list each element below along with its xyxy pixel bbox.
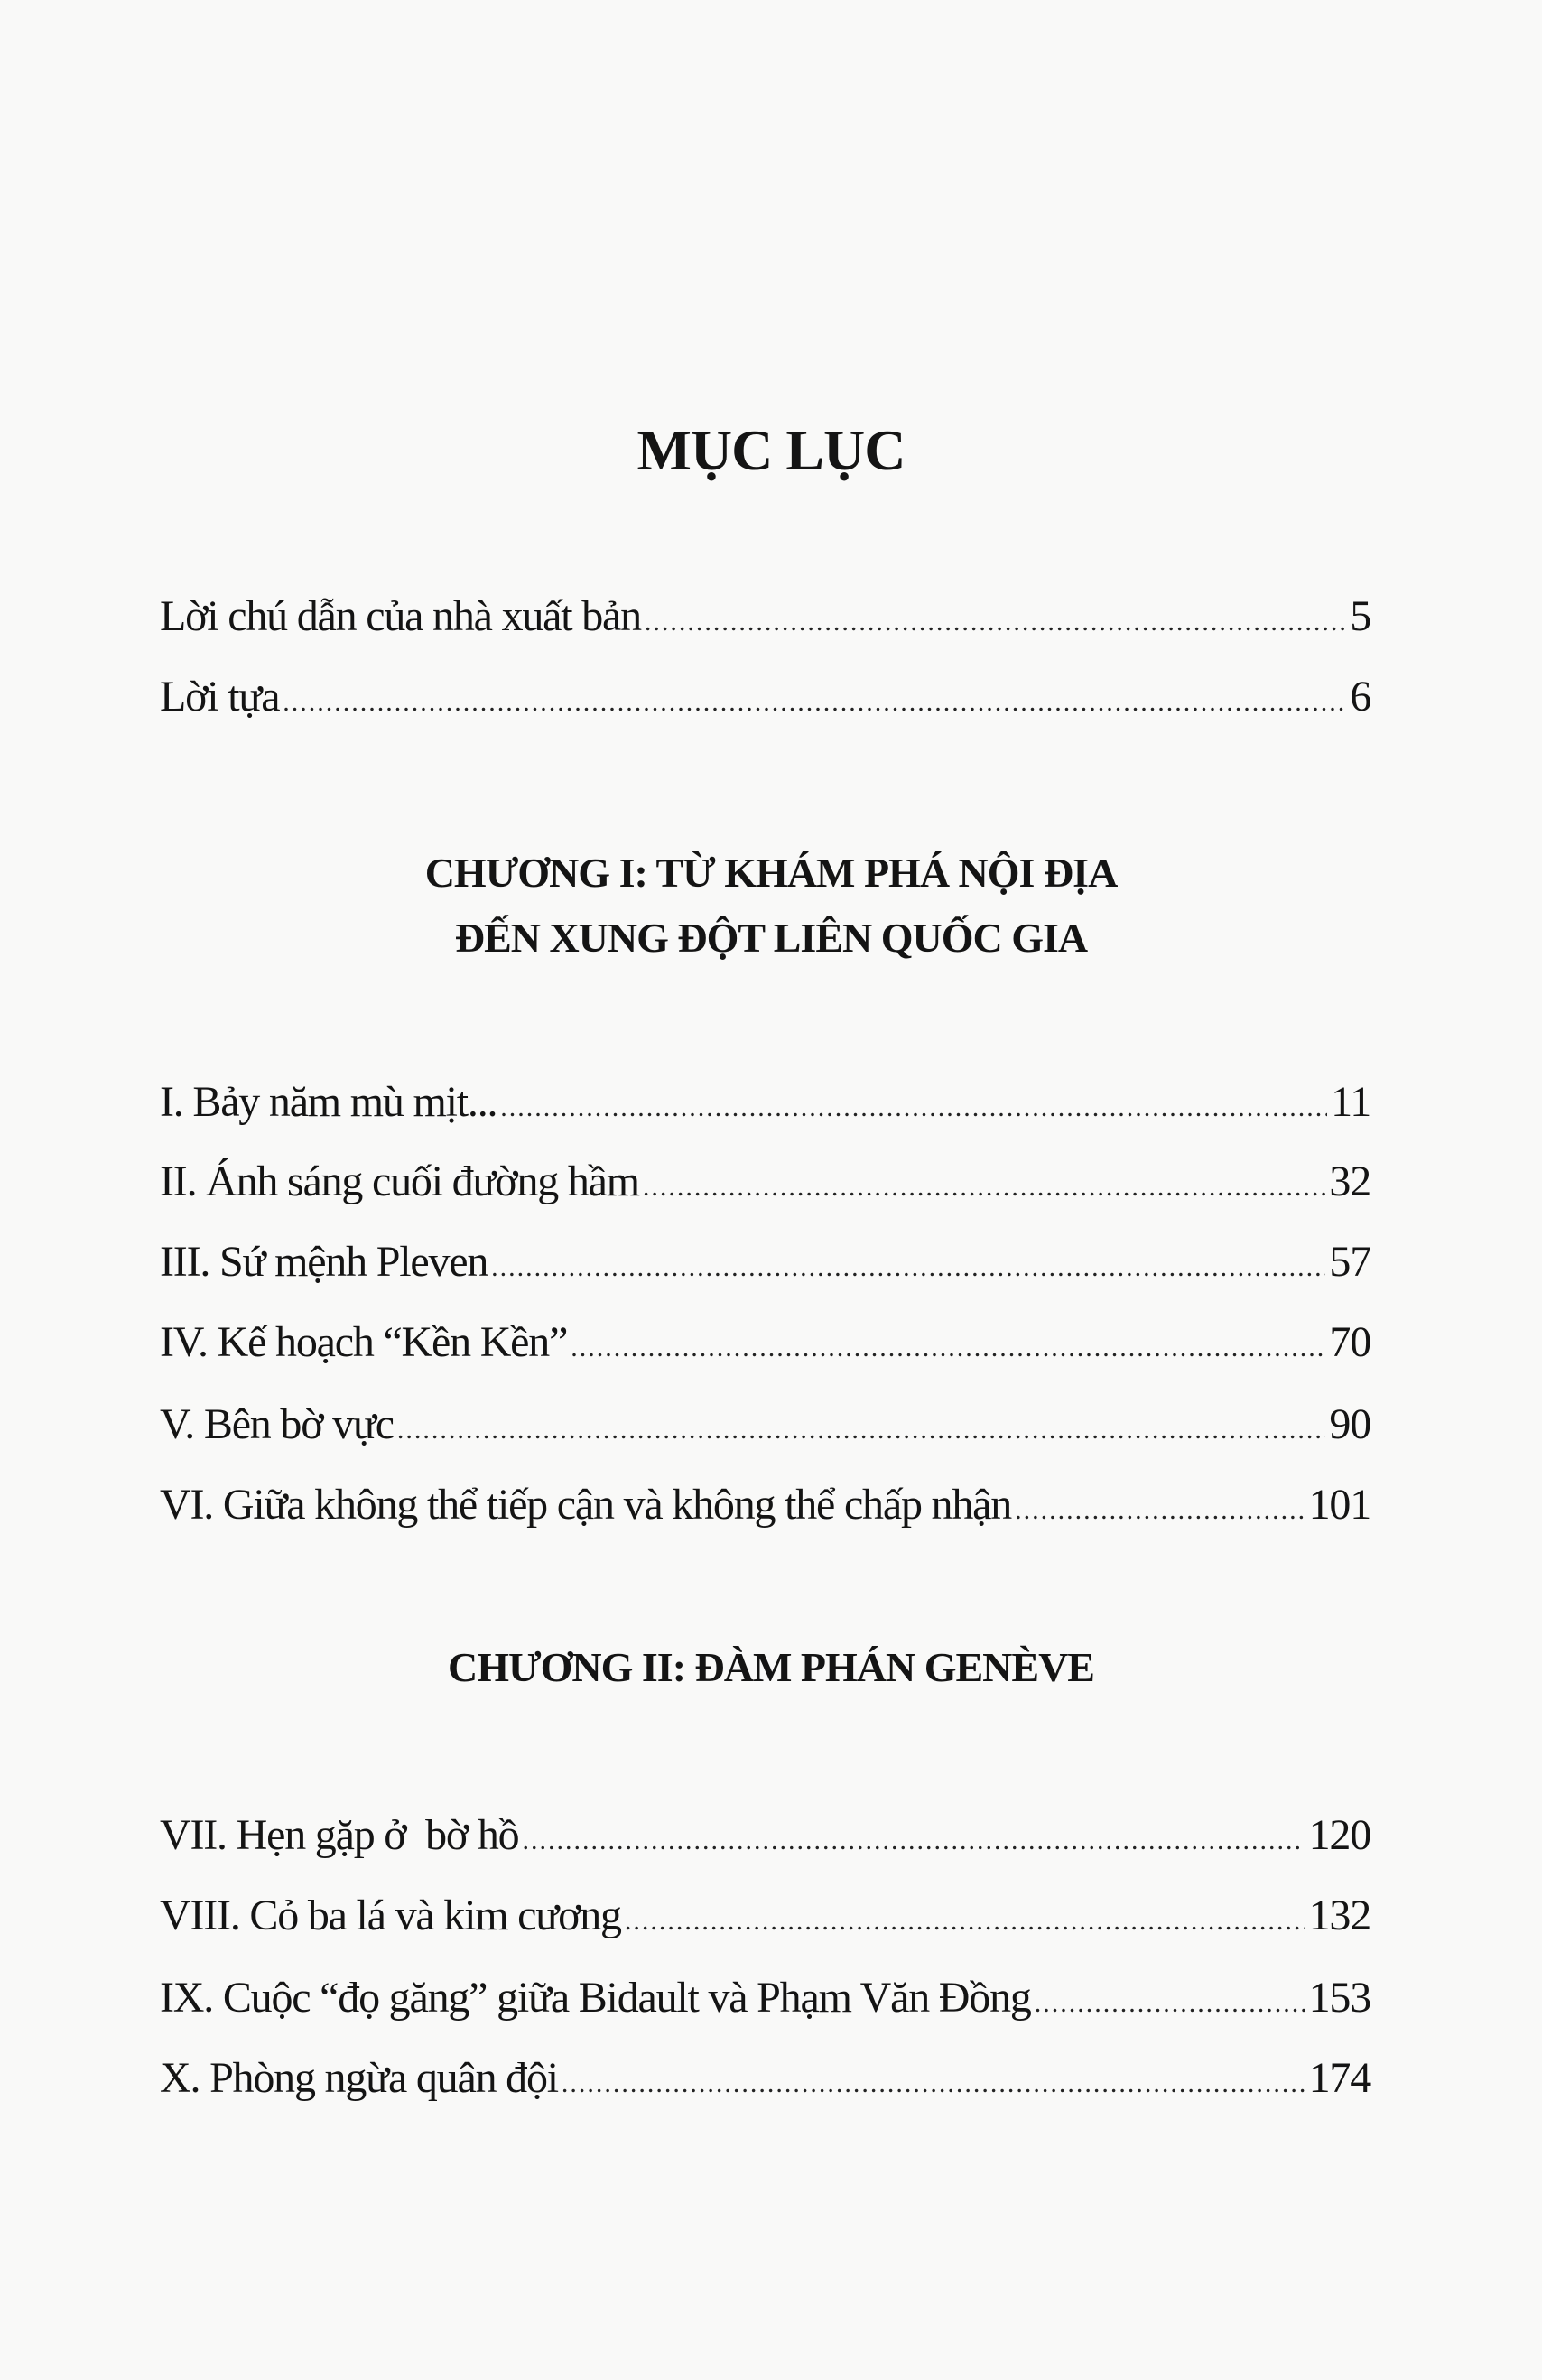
entry-page: 101 <box>1308 1481 1370 1529</box>
entry-label: Lời chú dẫn của nhà xuất bản <box>160 592 641 640</box>
entry-label: IV. Kế hoạch “Kền Kền” <box>160 1318 568 1366</box>
chapter-1-heading-line-1: CHƯƠNG I: TỪ KHÁM PHÁ NỘI ĐỊA <box>424 850 1118 896</box>
toc-title: MỤC LỤC <box>636 418 906 482</box>
entry-page: 153 <box>1308 1974 1370 2022</box>
toc-entry <box>160 1237 1370 1291</box>
toc-entry <box>160 1077 1370 1131</box>
entry-label: V. Bên bờ vực <box>160 1400 394 1448</box>
dot-leader <box>522 1826 1305 1856</box>
dot-leader <box>625 1906 1305 1937</box>
entry-label: VII. Hẹn gặp ở bờ hồ <box>160 1811 519 1859</box>
entry-page: 32 <box>1329 1157 1370 1205</box>
dot-leader <box>645 607 1346 637</box>
dot-leader <box>643 1172 1325 1203</box>
entry-page: 174 <box>1308 2054 1370 2102</box>
entry-page: 70 <box>1329 1318 1370 1366</box>
toc-entry <box>160 1157 1370 1211</box>
entry-page: 6 <box>1350 673 1370 721</box>
dot-leader <box>500 1092 1327 1123</box>
dot-leader <box>397 1415 1325 1446</box>
dot-leader <box>491 1252 1325 1283</box>
entry-page: 57 <box>1329 1238 1370 1286</box>
entry-label: Lời tựa <box>160 673 280 721</box>
chapter-1-heading-line-2: ĐẾN XUNG ĐỘT LIÊN QUỐC GIA <box>454 915 1088 961</box>
toc-entry <box>160 1891 1370 1945</box>
dot-leader <box>283 687 1346 718</box>
entry-page: 5 <box>1350 592 1370 640</box>
toc-entry <box>160 1399 1370 1454</box>
toc-entry <box>160 1973 1370 2027</box>
entry-label: VI. Giữa không thể tiếp cận và không thể chấp nhận <box>160 1481 1012 1529</box>
entry-label: X. Phòng ngừa quân đội <box>160 2054 558 2102</box>
dot-leader <box>571 1333 1325 1363</box>
entry-page: 90 <box>1329 1400 1370 1448</box>
toc-entry <box>160 1317 1370 1371</box>
toc-entry <box>160 672 1370 726</box>
chapter-2-heading: CHƯƠNG II: ĐÀM PHÁN GENÈVE <box>448 1644 1094 1690</box>
entry-page: 11 <box>1331 1078 1370 1126</box>
entry-page: 132 <box>1308 1892 1370 1939</box>
toc-entry <box>160 1480 1370 1534</box>
entry-label: II. Ánh sáng cuối đường hầm <box>160 1157 639 1205</box>
dot-leader <box>1015 1495 1305 1526</box>
entry-label: I. Bảy năm mù mịt... <box>160 1078 497 1126</box>
toc-entry <box>160 2053 1370 2107</box>
toc-entry <box>160 591 1370 646</box>
dot-leader <box>1035 1988 1305 2019</box>
entry-label: III. Sứ mệnh Pleven <box>160 1238 488 1286</box>
toc-entry <box>160 1810 1370 1864</box>
entry-label: VIII. Cỏ ba lá và kim cương <box>160 1892 621 1939</box>
entry-label: IX. Cuộc “đọ găng” giữa Bidault và Phạm Văn Đồng <box>160 1974 1031 2022</box>
entry-page: 120 <box>1308 1811 1370 1859</box>
dot-leader <box>562 2069 1305 2099</box>
